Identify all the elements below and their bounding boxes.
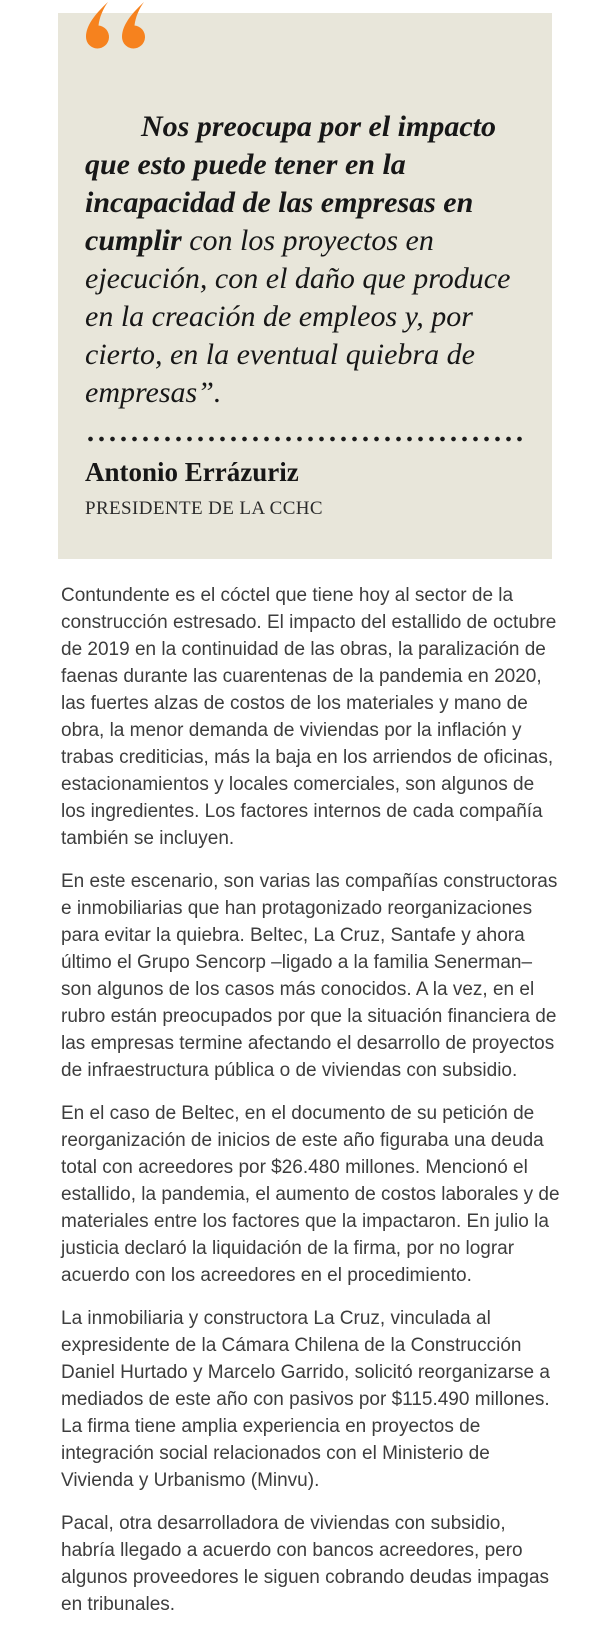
article-body: [61, 582, 561, 1618]
article-paragraph: Pacal, otra desarrolladora de viviendas con subsidio, habría llegado a acuerdo con bancos acreedores, pero algunos proveedores le siguen cobrando deudas impagas en tribunales.: [61, 1513, 550, 1615]
article-paragraph: En el caso de Beltec, en el documento de su petición de reorganización de inicios de este año figuraba una deuda total con acreedores por $26.480 millones. Mencionó el estallido, la pandemia, el aumento de costos laborales y de materiales entre los factores que la impactaron. En julio la justicia declaró la liquidación de la firma, por no lograr acuerdo con los acreedores en el procedimiento.: [61, 1103, 560, 1286]
dotted-divider: [85, 436, 525, 442]
article-paragraph: En este escenario, son varias las compañías constructoras e inmobiliarias que han protagonizado reorganizaciones para evitar la quiebra. Beltec, La Cruz, Santafe y ahora último el Grupo Sencorp –ligado a la familia Senerman– son algunos de los casos más conocidos. A la vez, en el rubro están preocupados por que la situación financiera de las empresas termine afectando el desarrollo de proyectos de infraestructura pública o de viviendas con subsidio.: [61, 871, 558, 1081]
pull-quote-card: [58, 13, 552, 559]
opening-quote-icon: [83, 2, 147, 52]
pull-quote-rest: con los proyectos en ejecución, con el daño que produce en la creación de empleos y, por cierto, en la eventual quiebra de empresas”.: [85, 224, 511, 409]
pull-quote-text: [85, 108, 525, 412]
article-paragraph: La inmobiliaria y constructora La Cruz, vinculada al expresidente de la Cámara Chilena de la Construcción Daniel Hurtado y Marcelo Garrido, solicitó reorganizarse a mediados de este año con pasivos por $115.490 millones. La firma tiene amplia experiencia en proyectos de integración social relacionados con el Ministerio de Vivienda y Urbanismo (Minvu).: [61, 1308, 550, 1491]
quote-author-role: PRESIDENTE DE LA CCHC: [85, 498, 323, 519]
article-paragraph: Contundente es el cóctel que tiene hoy al sector de la construcción estresado. El impacto del estallido de octubre de 2019 en la continuidad de las obras, la paralización de faenas durante las cuarentenas de la pandemia en 2020, las fuertes alzas de costos de los materiales y mano de obra, la menor demanda de viviendas por la inflación y trabas crediticias, más la baja en los arriendos de oficinas, estacionamientos y locales comerciales, son algunos de los ingredientes. Los factores internos de cada compañía también se incluyen.: [61, 585, 557, 849]
pull-quote-bold-lead: Nos preocupa por el impacto que esto puede tener en la incapacidad de las empresas en cumplir: [85, 110, 496, 257]
quote-author-name: Antonio Errázuriz: [85, 457, 299, 487]
